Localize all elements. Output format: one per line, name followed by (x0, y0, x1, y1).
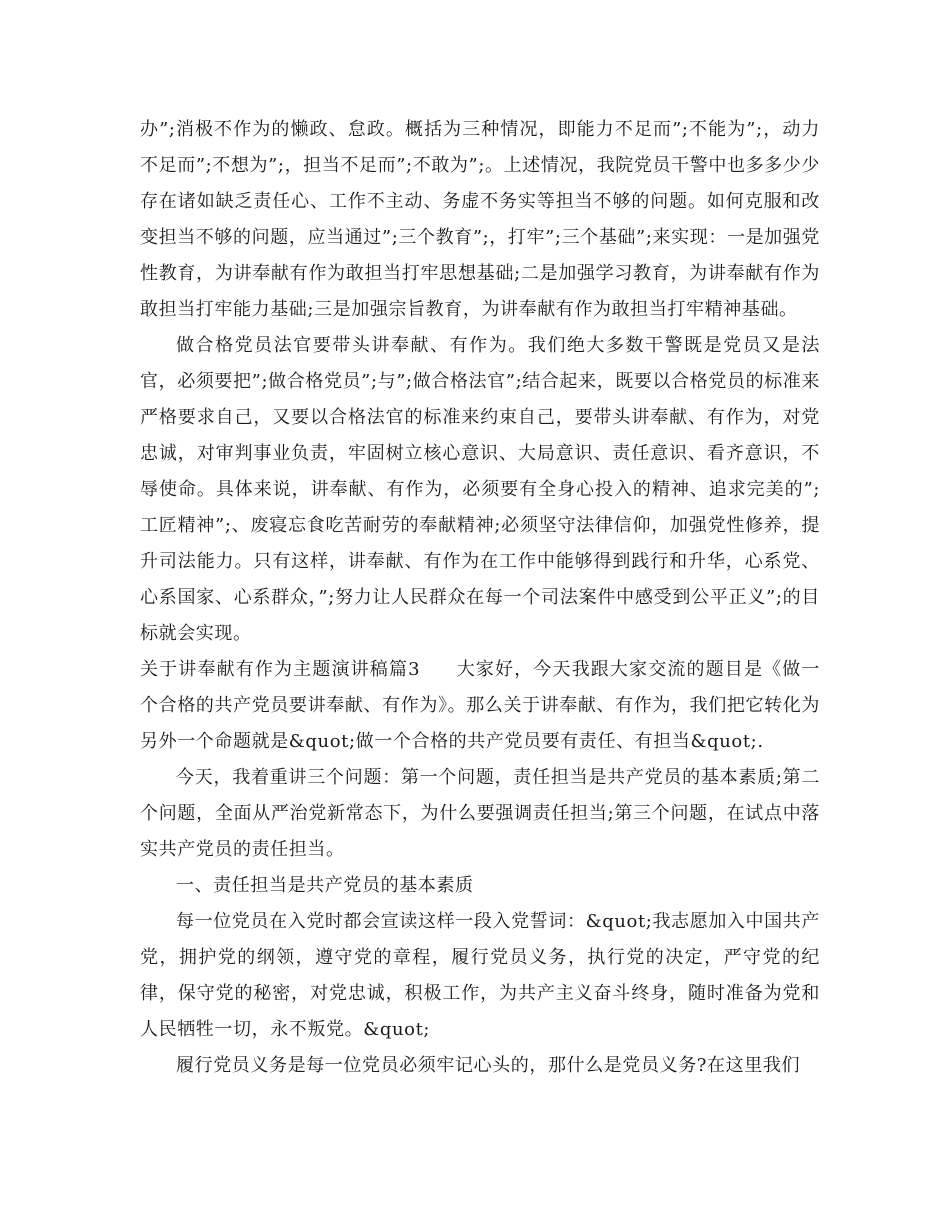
paragraph-5: 履行党员义务是每一位党员必须牢记心头的，那什么是党员义务?在这里我们 (176, 1055, 801, 1076)
section-title: 关于讲奉献有作为主题演讲稿篇3 (140, 659, 421, 680)
subheading-1: 一、责任担当是共产党员的基本素质 (176, 875, 474, 896)
paragraph-3: 今天，我着重讲三个问题：第一个问题，责任担当是共产党员的基本素质;第二个问题，全面从严治党新常态下，为什么要强调责任担当;第三个问题，在试点中落实共产党员的责任担当。 (140, 767, 820, 860)
paragraph-2: 做合格党员法官要带头讲奉献、有作为。我们绝大多数干警既是党员又是法官，必须要把”;做合格党员”;与”;做合格法官”;结合起来，既要以合格党员的标准来严格要求自己，又要以合格法官的标准来约束自己，要带头讲奉献、有作为，对党忠诚，对审判事业负责，牢固树立核心意识、大局意识、责任意识、看齐意识，不辱使命。具体来说，讲奉献、有作为，必须要有全身心投入的精神、追求完美的”;工匠精神”;、废寝忘食吃苦耐劳的奉献精神;必须坚守法律信仰，加强党性修养，提升司法能力。只有这样，讲奉献、有作为在工作中能够得到践行和升华，心系党、心系国家、心系群众，”;努力让人民群众在每一个司法案件中感受到公平正义”;的目标就会实现。 (140, 335, 820, 644)
document-page (140, 112, 820, 1084)
section-intro-text: 大家好，今天我跟大家交流的题目是《做一个合格的共产党员要讲奉献、有作为》。那么关于讲奉献、有作为，我们把它转化为另外一个命题就是&quot;做一个合格的共产党员要有责任、有担当&quot;. (140, 659, 820, 752)
paragraph-4: 每一位党员在入党时都会宣读这样一段入党誓词：&quot;我志愿加入中国共产党，拥护党的纲领，遵守党的章程，履行党员义务，执行党的决定，严守党的纪律，保守党的秘密，对党忠诚，积极工作，为共产主义奋斗终身，随时准备为党和人民牺牲一切，永不叛党。&quot; (140, 911, 821, 1040)
section-paragraph (140, 652, 820, 760)
paragraph-1: 办”;消极不作为的懒政、怠政。概括为三种情况，即能力不足而”;不能为”;，动力不足而”;不想为”;，担当不足而”;不敢为”;。上述情况，我院党员干警中也多多少少存在诸如缺乏责任心、工作不主动、务虚不务实等担当不够的问题。如何克服和改变担当不够的问题，应当通过”;三个教育”;，打牢”;三个基础”;来实现：一是加强党性教育，为讲奉献有作为敢担当打牢思想基础;二是加强学习教育，为讲奉献有作为敢担当打牢能力基础;三是加强宗旨教育，为讲奉献有作为敢担当打牢精神基础。 (140, 119, 820, 320)
